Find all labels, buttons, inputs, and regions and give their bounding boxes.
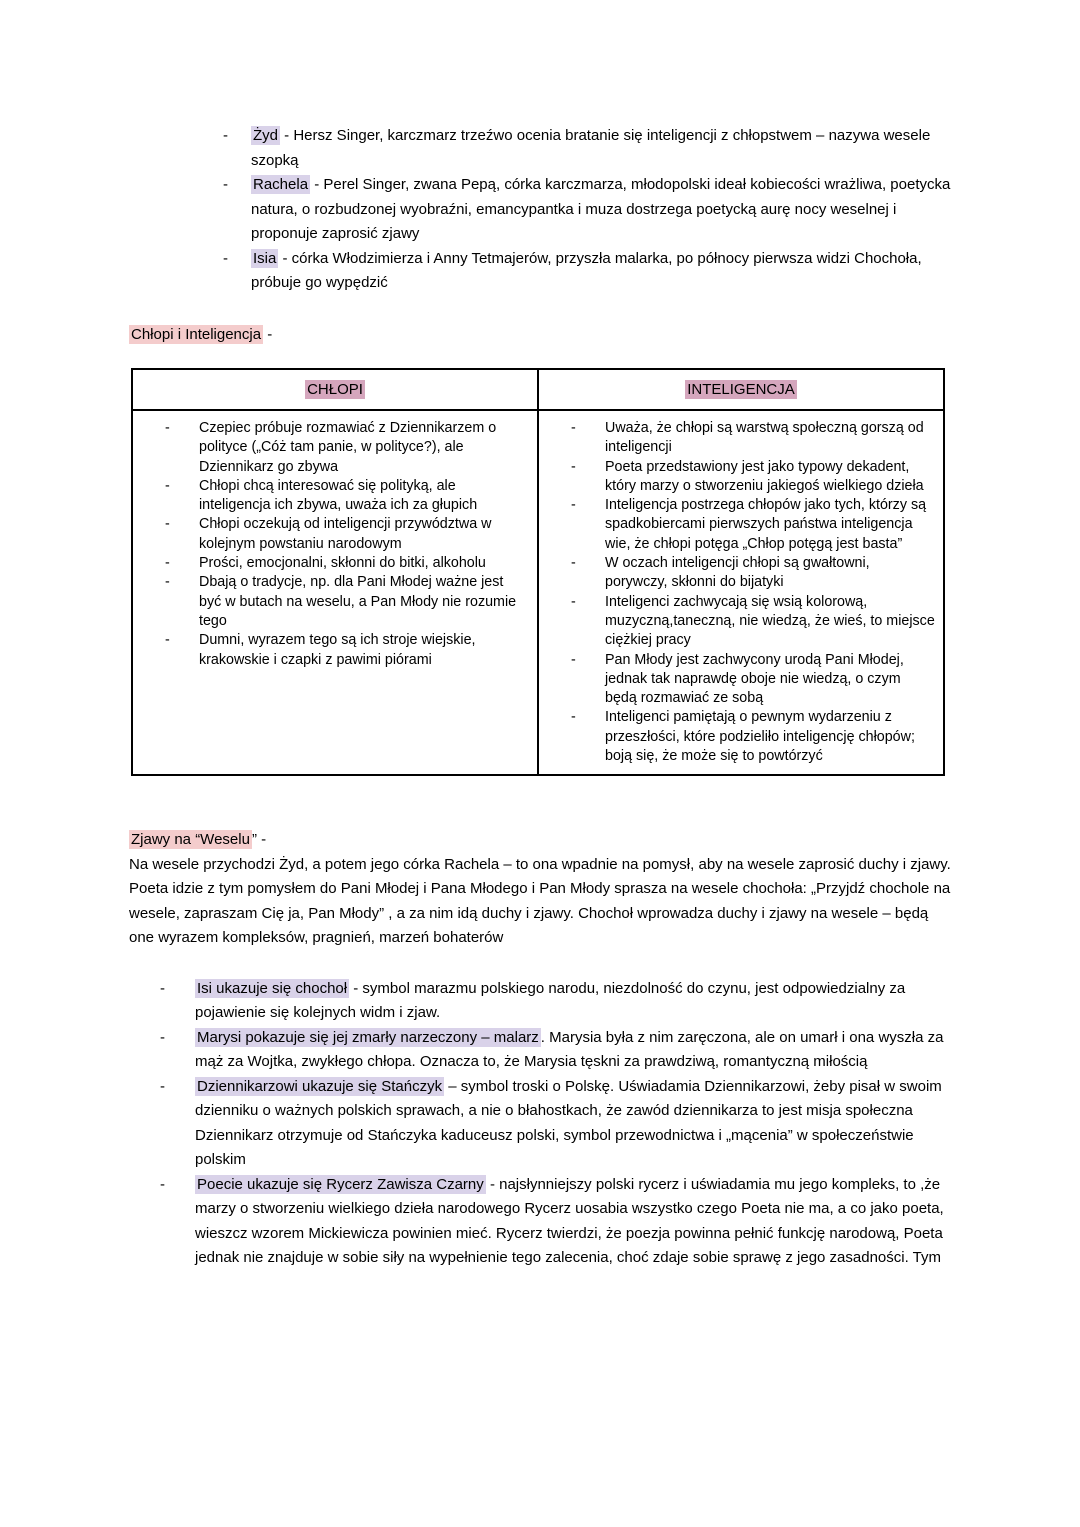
chlopi-point bbox=[133, 419, 533, 477]
highlighted-phrase: Marysi pokazuje się jej zmarły narzeczony – malarz bbox=[197, 1028, 539, 1046]
chlopi-point bbox=[133, 554, 533, 573]
table-header-inteligencja-label: INTELIGENCJA bbox=[687, 381, 795, 398]
inteligencja-point bbox=[539, 651, 939, 709]
item-text: Poeta przedstawiony jest jako typowy dekadent, który marzy o stworzeniu jakiegoś wielkiego dzieła bbox=[605, 458, 924, 494]
section-title-suffix: ” - bbox=[251, 831, 267, 849]
chlopi-point bbox=[133, 631, 533, 670]
inteligencja-point bbox=[539, 554, 939, 593]
table-cell-inteligencja bbox=[538, 410, 944, 775]
item-text: Chłopi chcą interesować się polityką, ale inteligencja ich zbywa, uważa ich za głupich bbox=[199, 477, 478, 514]
inteligencja-point bbox=[539, 708, 939, 766]
table-header-chlopi bbox=[132, 369, 538, 410]
inteligencja-point bbox=[539, 419, 939, 458]
characters-list bbox=[129, 124, 952, 296]
section-title-highlight: Chłopi i Inteligencja bbox=[131, 325, 262, 343]
item-text: Inteligenci zachwycają się wsią kolorową, muzyczną,taneczną, nie wiedzą, że wieś, to miejsce ciężkiej pracy bbox=[605, 593, 935, 649]
inteligencja-point bbox=[539, 496, 939, 554]
table-header-chlopi-label: CHŁOPI bbox=[307, 381, 363, 398]
character-list-item bbox=[129, 124, 952, 173]
item-text: Pan Młody jest zachwycony urodą Pani Młodej, jednak tak naprawdę oboje nie wiedzą, o czym będą rozmawiać ze sobą bbox=[605, 651, 904, 707]
character-list-item bbox=[129, 247, 952, 296]
item-text: Chłopi oczekują od inteligencji przywództwa w kolejnym powstaniu narodowym bbox=[199, 516, 492, 552]
item-text: - Hersz Singer, karczmarz trzeźwo ocenia bratanie się inteligencji z chłopstwem – nazywa wesele szopką bbox=[251, 127, 931, 169]
item-text: Prości, emocjonalni, skłonni do bitki, alkoholu bbox=[199, 555, 486, 572]
character-list-item bbox=[129, 173, 952, 247]
item-text: – symbol troski o Polskę. Uświadamia Dziennikarzowi, żeby pisał w swoim dzienniku o ważnych polskich sprawach, a nie o błahostkach, że zawód dziennikarza to jest misja społeczna Dziennikarz otrzymuje od Stańczyka kaduceusz polski, symbol przewodnictwa i „mącenia” w społeczeństwie polskim bbox=[195, 1077, 942, 1169]
comparison-table bbox=[131, 368, 945, 776]
item-text: W oczach inteligencji chłopi są gwałtowni, porywczy, skłonni do bijatyki bbox=[605, 555, 870, 591]
item-text: . Marysia była z nim zaręczona, ale on umarł i ona wyszła za mąż za Wojtka, zwykłego chłopa. Oznacza to, że Marysia tęskni za prawdziwą, romantyczną miłością bbox=[195, 1028, 944, 1071]
item-text: Uważa, że chłopi są warstwą społeczną gorszą od inteligencji bbox=[605, 420, 924, 456]
highlighted-phrase: Dziennikarzowi ukazuje się Stańczyk bbox=[197, 1077, 443, 1095]
apparition-list-item bbox=[129, 1075, 952, 1173]
highlighted-phrase: Rachela bbox=[253, 176, 309, 193]
highlighted-phrase: Isia bbox=[253, 249, 277, 267]
item-text: Inteligencja postrzega chłopów jako tych, którzy są spadkobiercami pierwszych państwa inteligencja wie, że chłopi potęga „Chłop potęgą jest basta” bbox=[605, 497, 927, 552]
highlighted-phrase: Poecie ukazuje się Rycerz Zawisza Czarny bbox=[197, 1175, 484, 1193]
item-text: - córka Włodzimierza i Anny Tetmajerów, przyszła malarka, po północy pierwsza widzi Chochoła, próbuje go wypędzić bbox=[251, 249, 922, 291]
table-header-inteligencja bbox=[538, 369, 944, 410]
section-title-suffix: - bbox=[263, 325, 273, 343]
inteligencja-point bbox=[539, 593, 939, 651]
zjawy-intro-paragraph: Na wesele przychodzi Żyd, a potem jego córka Rachela – to ona wpadnie na pomysł, aby na wesele zaprosić duchy i zjawy. Poeta idzie z tym pomysłem do Pani Młodej i Pana Młodego i Pan Młody sprasza na wesele chochoła: „Przyjdź chochole na wesele, zapraszam Cię ja, Pan Młody” , a za nim idą duchy i zjawy. Chochoł wprowadza duchy i zjawy na wesele – będą one wyrazem kompleksów, pragnień, marzeń bohaterów bbox=[129, 855, 951, 947]
chlopi-point bbox=[133, 573, 533, 631]
chlopi-points-list bbox=[133, 419, 533, 670]
inteligencja-points-list bbox=[539, 419, 939, 766]
highlighted-phrase: Isi ukazuje się chochoł bbox=[197, 979, 348, 997]
section-heading-chlopi-i-inteligencja bbox=[129, 323, 952, 348]
highlighted-phrase: Żyd bbox=[253, 127, 279, 144]
item-text: - Perel Singer, zwana Pepą, córka karczmarza, młodopolski ideał kobiecości wrażliwa, poetycka natura, o rozbudzonej wyobraźni, emancypantka i muza dostrzega poetycką aurę nocy weselnej i proponuje zaprosić zjawy bbox=[251, 176, 951, 242]
table-header-row bbox=[132, 369, 944, 410]
item-text: Czepiec próbuje rozmawiać z Dziennikarzem o polityce („Cóż tam panie, w polityce?), ale Dziennikarz go zbywa bbox=[199, 420, 497, 475]
inteligencja-point bbox=[539, 458, 939, 497]
apparition-list-item bbox=[129, 1173, 952, 1271]
item-text: - symbol marazmu polskiego narodu, niezdolność do czynu, jest odpowiedzialny za pojawienie się kolejnych widm i zjaw. bbox=[195, 979, 906, 1022]
chlopi-point bbox=[133, 515, 533, 554]
section-title-highlight: Zjawy na “Weselu bbox=[131, 831, 250, 849]
section-heading-zjawy-na-weselu bbox=[129, 828, 952, 853]
item-text: Dbają o tradycje, np. dla Pani Młodej ważne jest być w butach na weselu, a Pan Młody nie rozumie tego bbox=[199, 574, 517, 629]
apparition-list-item bbox=[129, 1026, 952, 1075]
chlopi-point bbox=[133, 477, 533, 516]
item-text: Dumni, wyrazem tego są ich stroje wiejskie, krakowskie i czapki z pawimi piórami bbox=[199, 632, 476, 668]
apparitions-list bbox=[129, 977, 952, 1271]
item-text: - najsłynniejszy polski rycerz i uświadamia mu jego kompleks, to ,że marzy o stworzeniu wielkiego dzieła narodowego Rycerz uosabia wszystko czego Poeta nie ma, a co jako poeta, wieszcz wzorem Mickiewicza powinien mieć. Rycerz twierdzi, że poezja powinna pełnić funkcję narodową, Poeta jednak nie znajduje w sobie siły na wypełnienie tego zalecenia, choć zdaje sobie sprawę z jego zasadności. Tym bbox=[195, 1175, 944, 1267]
item-text: Inteligenci pamiętają o pewnym wydarzeniu z przeszłości, które podzieliło inteligencję chłopów; boją się, że może się to powtórzyć bbox=[605, 709, 915, 765]
table-body-row bbox=[132, 410, 944, 775]
apparition-list-item bbox=[129, 977, 952, 1026]
table-cell-chlopi bbox=[132, 410, 538, 775]
